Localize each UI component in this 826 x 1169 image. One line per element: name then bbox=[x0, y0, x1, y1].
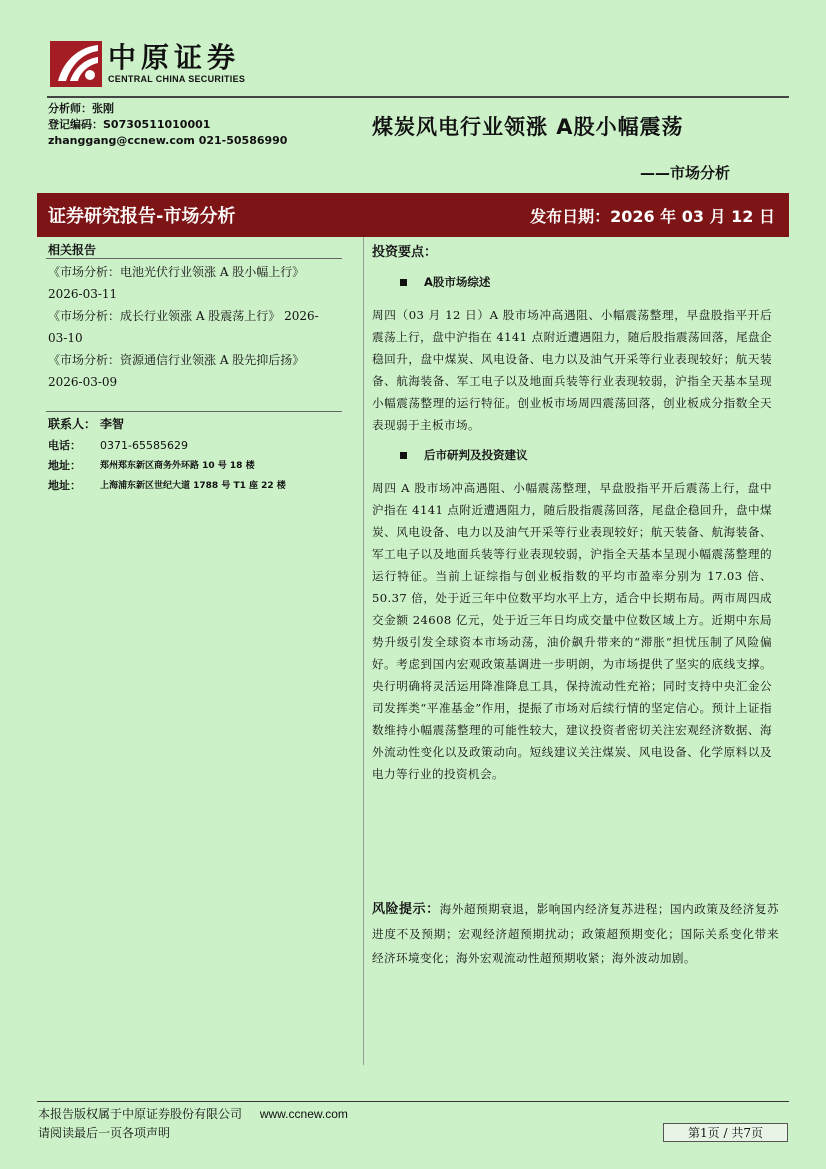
contact-person-label: 联系人： bbox=[48, 417, 97, 431]
related-report-item[interactable]: 《市场分析：资源通信行业领涨 A 股先抑后扬》 2026-03-09 bbox=[48, 353, 305, 389]
analyst-name: 分析师：张刚 bbox=[48, 102, 114, 115]
address-shanghai: 上海浦东新区世纪大道 1788 号 T1 座 22 楼 bbox=[100, 481, 286, 491]
section2-heading-text: 后市研判及投资建议 bbox=[424, 448, 528, 462]
contact-block bbox=[48, 414, 348, 496]
company-logo bbox=[50, 40, 262, 88]
address-label: 地址： bbox=[48, 459, 81, 472]
bullet-square-icon bbox=[400, 279, 407, 286]
website-link[interactable]: www.ccnew.com bbox=[259, 1107, 348, 1121]
contact-person: 李智 bbox=[100, 417, 125, 431]
contact-rule bbox=[46, 411, 342, 412]
phone-label: 电话： bbox=[48, 439, 81, 452]
address-label: 地址： bbox=[48, 479, 81, 492]
risk-label: 风险提示： bbox=[372, 902, 440, 917]
analyst-info bbox=[48, 101, 287, 149]
page-indicator: 第1页 / 共7页 bbox=[663, 1123, 788, 1142]
related-reports-list bbox=[48, 261, 326, 393]
header-rule bbox=[47, 96, 789, 98]
section2-paragraph: 周四 A 股市场冲高遇阻、小幅震荡整理，早盘股指平开后震荡上行，盘中沪指在 4141 点附近遭遇阻力，随后股指震荡回落，尾盘企稳回升，盘中煤炭、风电设备、电力以及油气开采等行业表现较好；航天装备、航海装备、军工电子以及地面兵装等行业表现较弱，沪指全天基本呈现小幅震荡整理的运行特征。当前上证综指与创业板指数的平均市盈率分别为 17.03 倍、50.37 倍，处于近三年中位数平均水平上方，适合中长期布局。两市周四成交金额 24608 亿元，处于近三年日均成交量中位数区域上方。近期中东局势升级引发全球资本市场动荡，油价飙升带来的“滞胀”担忧压制了风险偏好。考虑到国内宏观政策基调进一步明朗，为市场提供了坚实的底线支撑。央行明确将灵活运用降准降息工具，保持流动性充裕；同时支持中央汇金公司发挥类“平准基金”作用，提振了市场对后续行情的坚定信心。预计上证指数维持小幅震荡整理的可能性较大，建议投资者密切关注宏观经济数据、海外流动性变化以及政策动向。短线建议关注煤炭、风电设备、化学原料以及电力等行业的投资机会。 bbox=[372, 481, 772, 781]
analyst-registration: 登记编码：S0730511010001 bbox=[48, 118, 211, 131]
related-report-item[interactable]: 《市场分析：成长行业领涨 A 股震荡上行》 2026-03-10 bbox=[48, 309, 319, 345]
footer-disclaimer: 请阅读最后一页各项声明 bbox=[38, 1126, 171, 1140]
address-zhengzhou: 郑州郑东新区商务外环路 10 号 18 楼 bbox=[100, 461, 255, 471]
report-banner bbox=[37, 193, 789, 237]
risk-text: 海外超预期衰退，影响国内经济复苏进程；国内政策及经济复苏进度不及预期；宏观经济超预期扰动；政策超预期变化；国际关系变化带来经济环境变化；海外宏观流动性超预期收紧；海外波动加剧。 bbox=[372, 902, 779, 965]
phone-number: 0371-65585629 bbox=[100, 439, 188, 452]
section1-paragraph: 周四（03 月 12 日）A 股市场冲高遇阻、小幅震荡整理，早盘股指平开后震荡上行，盘中沪指在 4141 点附近遭遇阻力，随后股指震荡回落，尾盘企稳回升，盘中煤炭、风电设备、电力以及油气开采等行业表现较好；航天装备、航海装备、军工电子以及地面兵装等行业表现较弱，沪指全天基本呈现小幅震荡整理的运行特征。创业板市场周四震荡回落，创业板成分指数全天表现弱于主板市场。 bbox=[372, 308, 772, 432]
related-report-item[interactable]: 《市场分析：电池光伏行业领涨 A 股小幅上行》 2026-03-11 bbox=[48, 265, 305, 301]
section1-heading bbox=[400, 274, 490, 290]
analyst-contact: zhanggang@ccnew.com 021-50586990 bbox=[48, 134, 288, 147]
bullet-square-icon bbox=[400, 452, 407, 459]
copyright-text: 本报告版权属于中原证券股份有限公司 bbox=[38, 1107, 243, 1121]
footer-rule bbox=[37, 1101, 789, 1102]
related-reports-rule bbox=[46, 258, 342, 259]
report-title: 煤炭风电行业领涨 A股小幅震荡 bbox=[372, 115, 684, 139]
section1-heading-text: A股市场综述 bbox=[424, 275, 491, 289]
report-subtitle: ——市场分析 bbox=[640, 164, 731, 182]
risk-warning bbox=[372, 897, 779, 970]
publish-date: 发布日期：2026 年 03 月 12 日 bbox=[530, 206, 775, 226]
logo-english-text: CENTRAL CHINA SECURITIES bbox=[108, 74, 246, 84]
related-reports-label: 相关报告 bbox=[48, 243, 97, 257]
logo-mark-icon bbox=[50, 41, 102, 87]
investment-points-label: 投资要点： bbox=[372, 245, 438, 260]
section2-heading bbox=[400, 447, 528, 463]
report-type: 证券研究报告-市场分析 bbox=[48, 206, 236, 227]
logo-chinese-text: 中原证券 bbox=[108, 41, 241, 74]
column-divider bbox=[363, 237, 364, 1065]
footer-copyright-line bbox=[38, 1105, 348, 1122]
